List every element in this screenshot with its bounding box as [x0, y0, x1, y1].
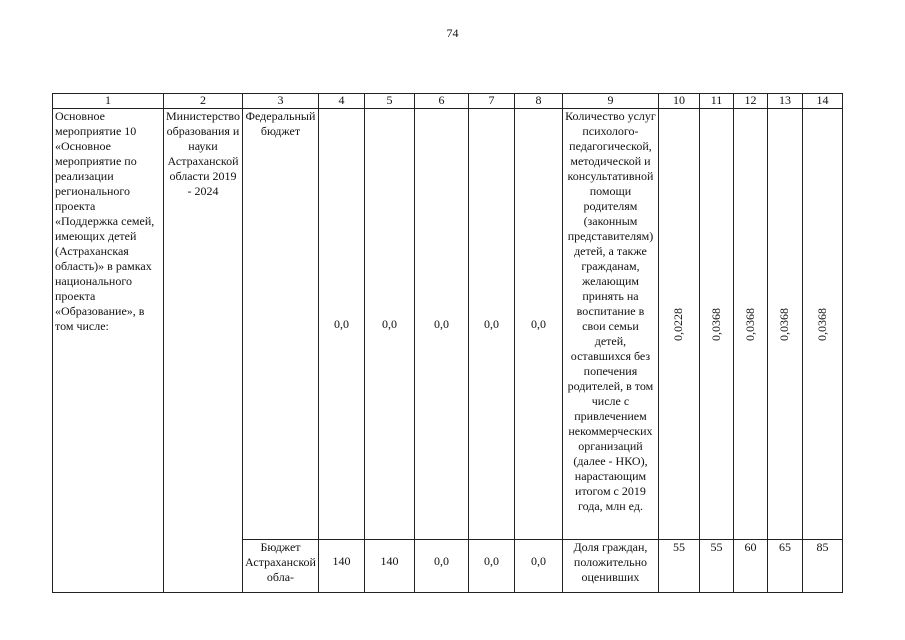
indicator-value-cell	[699, 109, 733, 540]
col-header: 8	[514, 94, 562, 109]
value-cell: 140	[318, 540, 364, 593]
funding-source: Федеральный бюджет	[243, 109, 319, 540]
value-cell: 140	[364, 540, 414, 593]
indicator-value: 0,0228	[671, 307, 686, 341]
indicator-value: 60	[733, 540, 767, 593]
value-cell: 0,0	[414, 540, 468, 593]
col-header: 9	[562, 94, 658, 109]
col-header: 2	[164, 94, 243, 109]
indicator-value: 65	[767, 540, 802, 593]
value-cell: 0,0	[414, 109, 468, 540]
value-cell: 0,0	[514, 109, 562, 540]
table-row	[53, 109, 843, 540]
program-table	[52, 93, 843, 593]
indicator-value: 0,0368	[777, 307, 792, 341]
funding-source: Бюджет Астраханской обла-	[243, 540, 319, 593]
indicator-value: 85	[802, 540, 842, 593]
col-header: 7	[468, 94, 514, 109]
indicator-value-cell	[658, 109, 699, 540]
value-cell: 0,0	[318, 109, 364, 540]
value-cell: 0,0	[514, 540, 562, 593]
page-number: 74	[446, 26, 459, 40]
indicator-name: Количество услуг психолого-педагогической, методической и консультативной помощи родителям (законным представителям) детей, а также гражданам, желающим принять на воспитание в свои семьи детей, оставшихся без попечения родителей, в том числе с привлечением некоммерческих организаций (далее - НКО), нарастающим итогом с 2019 года, млн ед.	[562, 109, 658, 540]
indicator-value: 55	[699, 540, 733, 593]
indicator-value-cell	[802, 109, 842, 540]
value-cell: 0,0	[468, 540, 514, 593]
col-header: 12	[733, 94, 767, 109]
value-cell: 0,0	[468, 109, 514, 540]
indicator-value: 0,0368	[742, 307, 757, 341]
col-header: 6	[414, 94, 468, 109]
col-header: 4	[318, 94, 364, 109]
indicator-name: Доля граждан, положительно оценивших	[562, 540, 658, 593]
activity-name: Основное мероприятие 10 «Основное мероприятие по реализации регионального проекта «Поддержка семей, имеющих детей (Астраханская область)» в рамках национального проекта «Образование», в том числе:	[53, 109, 164, 593]
col-header: 1	[53, 94, 164, 109]
executor: Министерство образования и науки Астраханской области 2019 - 2024	[164, 109, 243, 593]
col-header: 11	[699, 94, 733, 109]
indicator-value: 55	[658, 540, 699, 593]
col-header: 5	[364, 94, 414, 109]
col-header: 13	[767, 94, 802, 109]
value-cell: 0,0	[364, 109, 414, 540]
indicator-value: 0,0368	[814, 307, 829, 341]
col-header: 14	[802, 94, 842, 109]
indicator-value: 0,0368	[708, 307, 723, 341]
indicator-value-cell	[733, 109, 767, 540]
col-header: 10	[658, 94, 699, 109]
indicator-value-cell	[767, 109, 802, 540]
header-row	[53, 94, 843, 109]
col-header: 3	[243, 94, 319, 109]
